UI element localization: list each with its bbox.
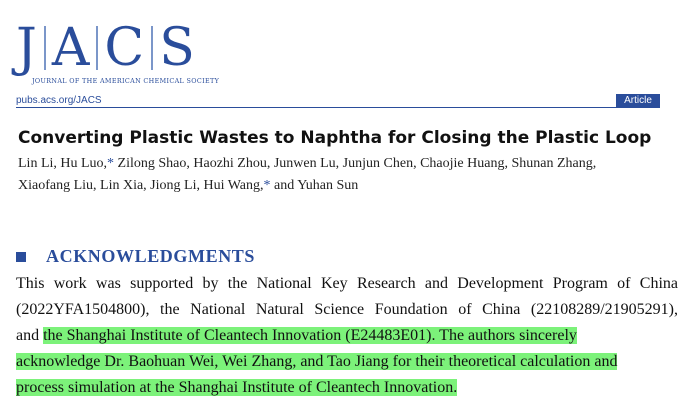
- jacs-logo: [16, 18, 196, 78]
- author-line: [18, 175, 668, 197]
- logo-letter-a: A: [51, 18, 91, 78]
- acknowledgments-body: [16, 271, 678, 401]
- corresponding-author-marker[interactable]: *: [107, 156, 115, 171]
- paper-title: Converting Plastic Wastes to Naphtha for Closing the Plastic Loop: [18, 128, 652, 148]
- acknowledgments-heading: [16, 246, 255, 267]
- section-square-icon: [16, 252, 26, 262]
- journal-url-link[interactable]: pubs.acs.org/JACS: [16, 95, 102, 106]
- ack-line: (2022YFA1504800), the National Natural Science Foundation of China (22108289/21905291),: [16, 301, 678, 318]
- logo-separator: [44, 26, 46, 70]
- section-title: ACKNOWLEDGMENTS: [46, 246, 256, 266]
- author-list: [18, 153, 668, 197]
- logo-letter-s: S: [159, 18, 196, 78]
- authors-text[interactable]: Zilong Shao, Haozhi Zhou, Junwen Lu, Junjun Chen, Chaojie Huang, Shunan Zhang,: [114, 156, 597, 171]
- highlighted-text: process simulation at the Shanghai Institute of Cleantech Innovation.: [16, 379, 458, 396]
- logo-separator: [96, 26, 98, 70]
- author-line: [18, 153, 668, 175]
- logo-letter-c: C: [104, 18, 146, 78]
- ack-line: [16, 375, 678, 401]
- article-type-badge: Article: [616, 94, 660, 108]
- authors-text[interactable]: and Yuhan Sun: [270, 178, 359, 193]
- highlighted-text: the Shanghai Institute of Cleantech Innovation (E24483E01). The authors sincerely: [43, 327, 577, 344]
- journal-subtitle: JOURNAL OF THE AMERICAN CHEMICAL SOCIETY: [32, 77, 220, 85]
- logo-separator: [151, 26, 153, 70]
- ack-text: and: [16, 327, 44, 344]
- highlighted-text: acknowledge Dr. Baohuan Wei, Wei Zhang, and Tao Jiang for their theoretical calculation and: [16, 353, 618, 370]
- authors-text[interactable]: Lin Li, Hu Luo,: [18, 156, 108, 171]
- ack-line: This work was supported by the National Key Research and Development Program of China: [16, 275, 678, 292]
- authors-text[interactable]: Xiaofang Liu, Lin Xia, Jiong Li, Hui Wang,: [18, 178, 264, 193]
- ack-line: [16, 323, 678, 349]
- header-rule: [16, 107, 660, 108]
- ack-line: [16, 349, 678, 375]
- logo-letter-j: J: [16, 18, 38, 78]
- corresponding-author-marker[interactable]: *: [263, 178, 271, 193]
